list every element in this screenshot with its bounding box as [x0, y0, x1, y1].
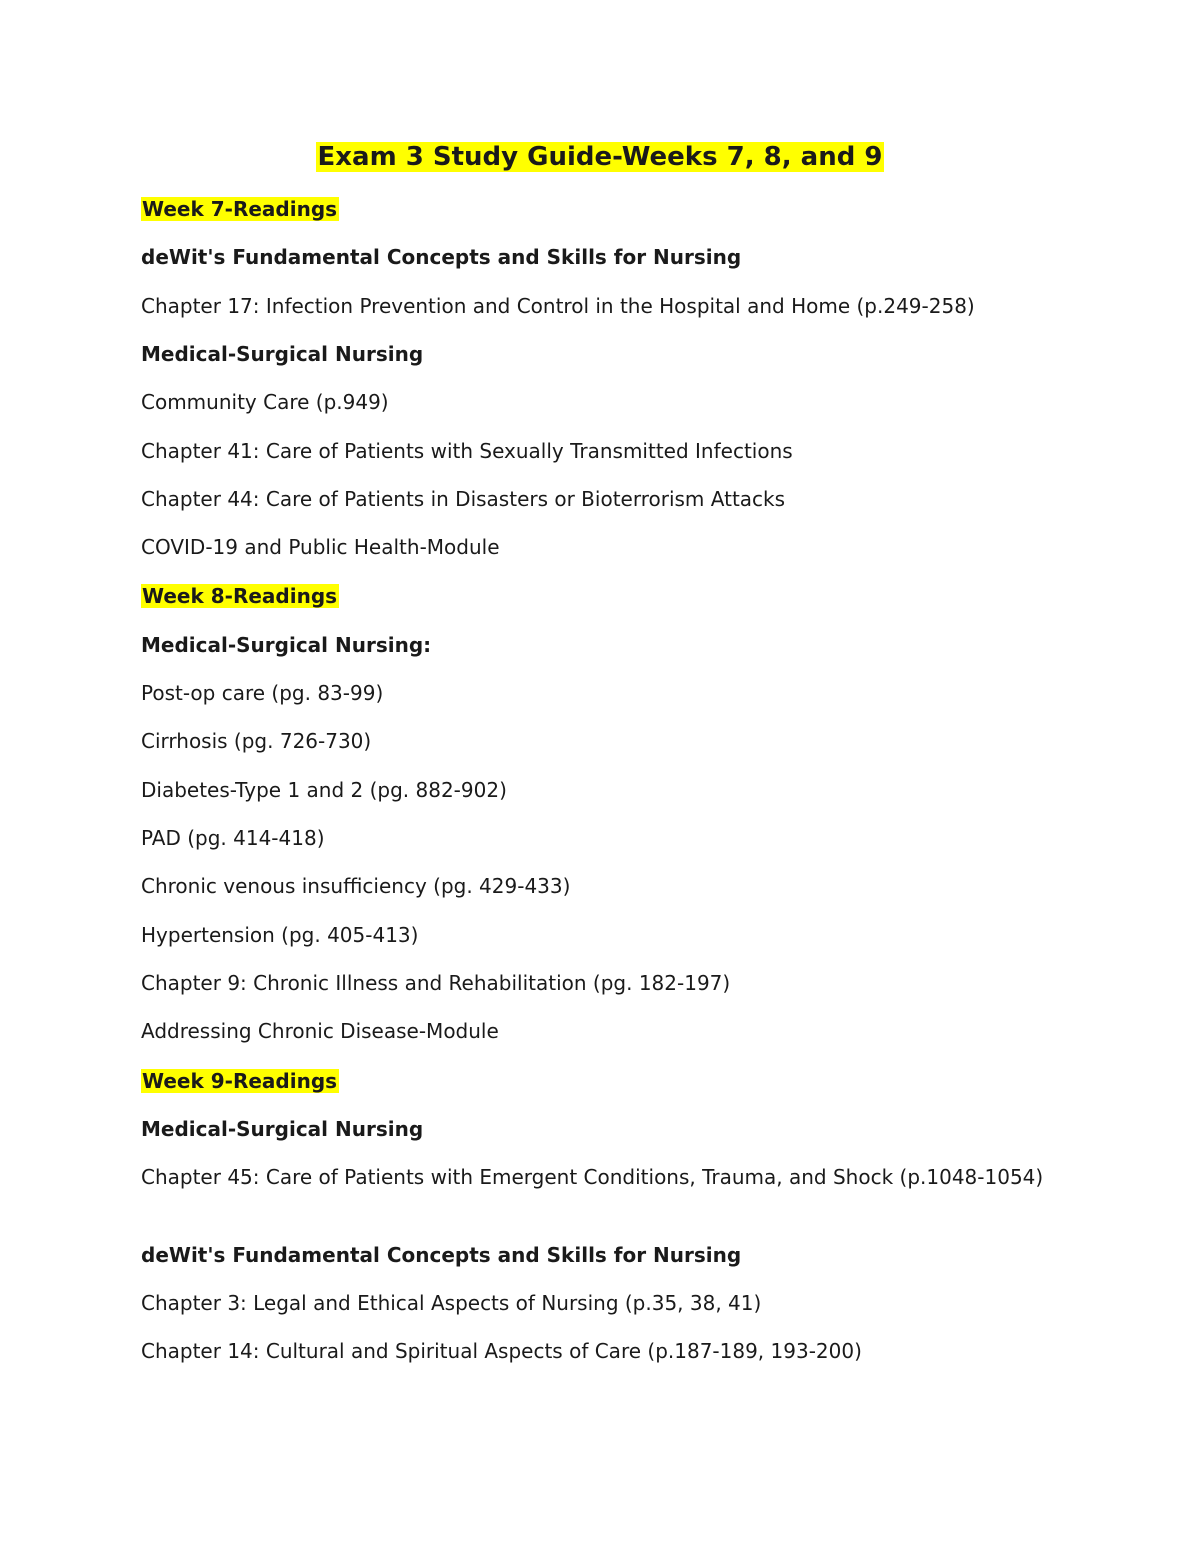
- week7-book-medsurg: Medical-Surgical Nursing: [141, 342, 424, 366]
- week8-reading-chronic-module: Addressing Chronic Disease-Module: [141, 1019, 499, 1043]
- week8-heading: [141, 582, 339, 611]
- week9-heading-text: Week 9-Readings: [142, 1069, 338, 1093]
- week7-reading-chapter41: Chapter 41: Care of Patients with Sexually Transmitted Infections: [141, 439, 793, 463]
- week9-book-medsurg: Medical-Surgical Nursing: [141, 1117, 424, 1141]
- week8-reading-pad: PAD (pg. 414-418): [141, 826, 325, 850]
- week8-heading-text: Week 8-Readings: [142, 584, 338, 608]
- week9-reading-chapter14: Chapter 14: Cultural and Spiritual Aspects of Care (p.187-189, 193-200): [141, 1339, 862, 1363]
- week7-heading-text: Week 7-Readings: [142, 197, 338, 221]
- page-title: [0, 138, 1200, 176]
- week8-reading-postop: Post-op care (pg. 83-99): [141, 681, 384, 705]
- week8-book-medsurg: Medical-Surgical Nursing:: [141, 633, 432, 657]
- page-title-text: Exam 3 Study Guide-Weeks 7, 8, and 9: [317, 142, 883, 172]
- week7-reading-chapter17: Chapter 17: Infection Prevention and Control in the Hospital and Home (p.249-258): [141, 294, 975, 318]
- week8-reading-chapter9: Chapter 9: Chronic Illness and Rehabilitation (pg. 182-197): [141, 971, 731, 995]
- week7-book-dewit: deWit's Fundamental Concepts and Skills for Nursing: [141, 245, 742, 269]
- week9-book-dewit: deWit's Fundamental Concepts and Skills for Nursing: [141, 1243, 742, 1267]
- week9-heading: [141, 1067, 339, 1096]
- week8-reading-hypertension: Hypertension (pg. 405-413): [141, 923, 419, 947]
- week7-reading-community-care: Community Care (p.949): [141, 390, 389, 414]
- week7-heading: [141, 195, 339, 224]
- week8-reading-cirrhosis: Cirrhosis (pg. 726-730): [141, 729, 372, 753]
- week7-reading-covid-module: COVID-19 and Public Health-Module: [141, 535, 500, 559]
- week7-reading-chapter44: Chapter 44: Care of Patients in Disasters or Bioterrorism Attacks: [141, 487, 786, 511]
- week9-reading-chapter45: Chapter 45: Care of Patients with Emergent Conditions, Trauma, and Shock (p.1048-1054): [141, 1165, 1044, 1189]
- week8-reading-diabetes: Diabetes-Type 1 and 2 (pg. 882-902): [141, 778, 507, 802]
- week8-reading-venous: Chronic venous insufficiency (pg. 429-433): [141, 874, 571, 898]
- week9-reading-chapter3: Chapter 3: Legal and Ethical Aspects of Nursing (p.35, 38, 41): [141, 1291, 762, 1315]
